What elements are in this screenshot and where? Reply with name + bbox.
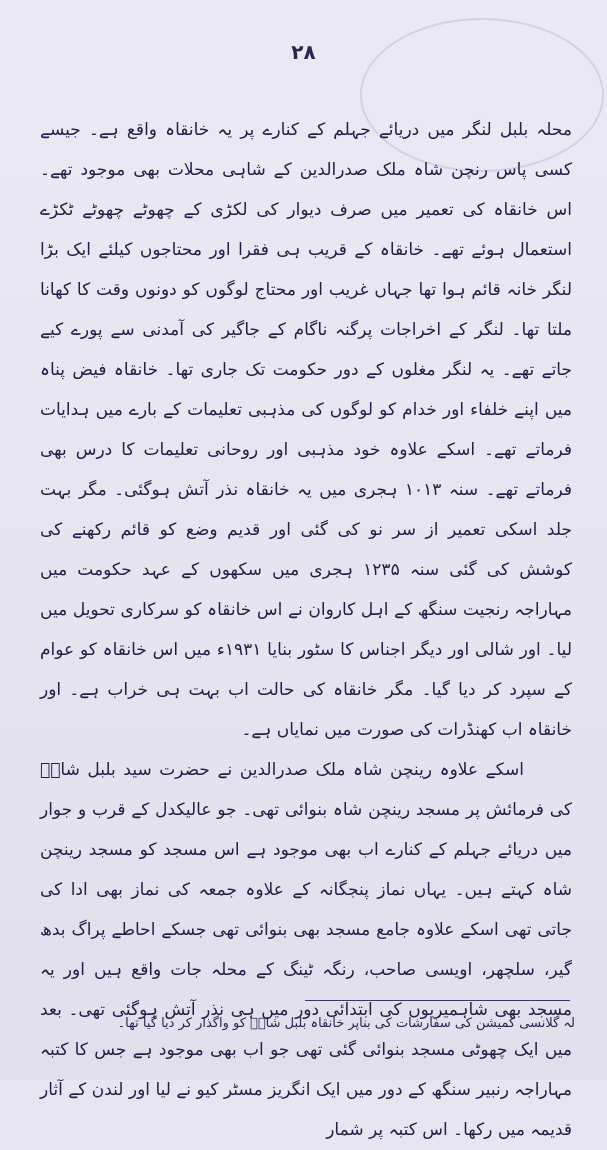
body-text <box>40 110 572 1150</box>
footnote: لہ گلانسی کمیشن کی سفارشات کی بناپر خانقاہ بلبل شاہؒ کو واگذار کر دیا گیا تھا۔ <box>117 1016 575 1031</box>
page-number: ۲۸ <box>291 40 316 64</box>
footnote-divider <box>305 1000 570 1001</box>
paragraph: اسکے علاوہ رینچن شاہ ملک صدرالدین نے حضرت سید بلبل شاہؒ کی فرمائش پر مسجد رینچن شاہ بنوائی تھی۔ جو عالیکدل کے قرب و جوار میں دریائے جہلم کے کنارے اب بھی موجود ہے اس مسجد کو مسجد رینچن شاہ کہتے ہیں۔ یہاں نماز پنجگانہ کے علاوہ جمعہ کی نماز بھی ادا کی جاتی تھی اسکے علاوہ جامع مسجد بھی بنوائی تھی جسکے احاطے پراگ بدھ گیر، سلچھر، اویسی صاحب، رنگہ ٹینگ کے محلہ جات واقع ہیں اور یہ مسجد بھی شاہمیریوں کی ابتدائی دور میں ہی نذر آتش ہوگئی تھی۔ بعد میں ایک چھوٹی مسجد بنوائی گئی تھی جو اب بھی موجود ہے جس کا کتبہ مہاراجہ رنبیر سنگھ کے دور میں ایک انگریز مسٹر کیو نے لیا اور لندن کے آثار قدیمہ میں رکھا۔ اس کتبہ پر شمار <box>40 760 572 1140</box>
paragraph: محلہ بلبل لنگر میں دریائے جہلم کے کنارے پر یہ خانقاہ واقع ہے۔ جیسے کسی پاس رنچن شاہ ملک صدرالدین کے شاہی محلات بھی موجود تھے۔ اس خانقاہ کی تعمیر میں صرف دیوار کی لکڑی کے چھوٹے چھوٹے ٹکڑے استعمال ہوئے تھے۔ خانقاہ کے قریب ہی فقرا اور محتاجوں کیلئے ایک بڑا لنگر خانہ قائم ہوا تھا جہاں غریب اور محتاج لوگوں کو دونوں وقت کا کھانا ملتا تھا۔ لنگر کے اخراجات پرگنہ ناگام کے جاگیر کی آمدنی سے پورے کیے جاتے تھے۔ یہ لنگر مغلوں کے دور حکومت تک جاری تھا۔ خانقاہ فیض پناہ میں اپنے خلفاء اور خدام کو لوگوں کی مذہبی تعلیمات کے بارے میں ہدایات فرماتے تھے۔ اسکے علاوہ خود مذہبی اور روحانی تعلیمات کا درس بھی فرماتے تھے۔ سنہ ۱۰۱۳ ہجری میں یہ خانقاہ نذر آتش ہوگئی۔ مگر بہت جلد اسکی تعمیر از سر نو کی گئی اور قدیم وضع کو قائم رکھنے کی کوشش کی گئی سنہ ۱۲۳۵ ہجری میں سکھوں کے عہد حکومت میں مہاراجہ رنجیت سنگھ کے اہل کاروان نے اس خانقاہ کو سرکاری تحویل میں لیا۔ اور شالی اور دیگر اجناس کا سٹور بنایا ۱۹۳۱ء میں اس خانقاہ کو عوام کے سپرد کر دیا گیا۔ مگر خانقاہ کی حالت اب بہت ہی خراب ہے۔ اور خانقاہ اب کھنڈرات کی صورت میں نمایاں ہے۔ <box>40 120 572 740</box>
